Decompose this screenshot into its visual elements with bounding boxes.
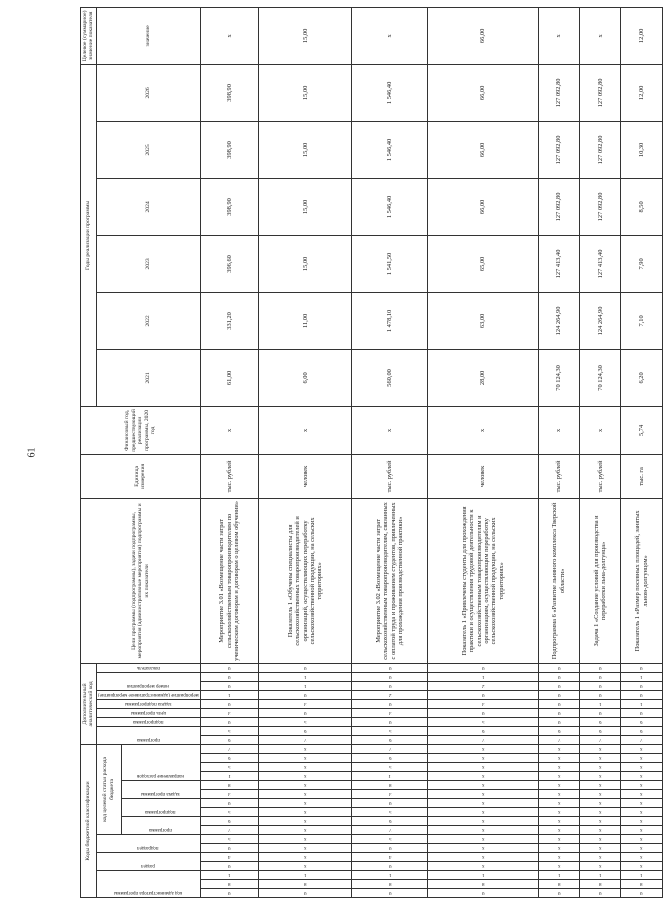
code-cell: 6 bbox=[538, 726, 579, 735]
code-cell: 1 bbox=[428, 871, 538, 880]
code-cell: х bbox=[259, 772, 352, 781]
year-value-cell: 398,90 bbox=[200, 178, 259, 235]
code-cell: х bbox=[259, 763, 352, 772]
year-value-cell: 560,00 bbox=[352, 349, 428, 406]
year-value-cell: 8,50 bbox=[621, 178, 663, 235]
code-cell: х bbox=[259, 744, 352, 753]
year-2025-header: 2025 bbox=[96, 121, 200, 178]
code-cell: 0 bbox=[579, 672, 620, 681]
code-cell: х bbox=[621, 744, 663, 753]
year-value-cell: 12,00 bbox=[621, 64, 663, 121]
code-cell: х bbox=[579, 835, 620, 844]
code-cell: 0 bbox=[200, 862, 259, 871]
code-cell: х bbox=[538, 744, 579, 753]
code-cell: 2 bbox=[352, 690, 428, 699]
year-value-cell: 127 413,40 bbox=[579, 235, 620, 292]
code-cell: 0 bbox=[352, 889, 428, 898]
year-value-cell: 396,60 bbox=[200, 235, 259, 292]
code-cell: 0 bbox=[579, 663, 620, 672]
code-cell: 5 bbox=[200, 808, 259, 817]
code-cell: х bbox=[428, 781, 538, 790]
table-row bbox=[259, 7, 352, 897]
code-cell: х bbox=[259, 853, 352, 862]
code-cell: 4 bbox=[352, 853, 428, 862]
code-cell: 6 bbox=[621, 717, 663, 726]
year-value-cell: 127 092,80 bbox=[579, 64, 620, 121]
code-cell: х bbox=[621, 754, 663, 763]
unit-cell: тыс. рублей bbox=[200, 454, 259, 498]
code-cell: 7 bbox=[200, 826, 259, 835]
code-cell: 6 bbox=[200, 817, 259, 826]
code-cell: х bbox=[259, 799, 352, 808]
code-cell: 0 bbox=[538, 717, 579, 726]
code-cell: 7 bbox=[621, 735, 663, 744]
target-code-header: код целевой статьи расхода бюджета bbox=[96, 744, 121, 834]
year-value-cell: 66,00 bbox=[428, 64, 538, 121]
year-value-cell: 15,00 bbox=[259, 64, 352, 121]
code-cell: 1 bbox=[200, 690, 259, 699]
table-body bbox=[200, 7, 662, 897]
code-cell: 0 bbox=[428, 889, 538, 898]
code-cell: х bbox=[579, 744, 620, 753]
code-cell: х bbox=[428, 862, 538, 871]
code-cell: 0 bbox=[428, 708, 538, 717]
code-cell: х bbox=[259, 754, 352, 763]
fin-year-cell: х bbox=[352, 406, 428, 454]
year-value-cell: 1 546,40 bbox=[352, 64, 428, 121]
a-indicator-header: показатель bbox=[96, 663, 200, 672]
code-cell: х bbox=[428, 799, 538, 808]
code-cell: 3 bbox=[352, 708, 428, 717]
code-cell: х bbox=[428, 817, 538, 826]
code-cell: 0 bbox=[538, 663, 579, 672]
unit-cell: тыс. рублей bbox=[352, 454, 428, 498]
year-value-cell: 15,00 bbox=[259, 121, 352, 178]
code-cell: 5 bbox=[352, 835, 428, 844]
code-cell: 0 bbox=[259, 690, 352, 699]
code-cell: 0 bbox=[200, 699, 259, 708]
fin-year-cell: х bbox=[428, 406, 538, 454]
year-value-cell: 398,90 bbox=[200, 121, 259, 178]
unit-cell: человек bbox=[428, 454, 538, 498]
code-cell: 6 bbox=[259, 726, 352, 735]
code-cell: 0 bbox=[538, 699, 579, 708]
code-cell: 5 bbox=[200, 835, 259, 844]
code-cell: х bbox=[538, 781, 579, 790]
code-cell: 6 bbox=[428, 726, 538, 735]
row-name: Мероприятие 3.01 «Возмещение части затрат сельскохозяйственным товаропроизводителям по ученическим договорам и договорам о целевом обучении» bbox=[200, 498, 259, 663]
unit-cell: человек bbox=[259, 454, 352, 498]
code-cell: 1 bbox=[621, 672, 663, 681]
code-cell: х bbox=[538, 844, 579, 853]
year-value-cell: 127 092,80 bbox=[538, 178, 579, 235]
year-value-cell: 11,00 bbox=[259, 292, 352, 349]
code-cell: х bbox=[579, 853, 620, 862]
code-cell: 0 bbox=[579, 889, 620, 898]
code-cell: 0 bbox=[579, 708, 620, 717]
code-cell: 0 bbox=[621, 708, 663, 717]
subsection-header: подраздел bbox=[96, 835, 200, 853]
code-cell: х bbox=[579, 790, 620, 799]
year-value-cell: 1 478,10 bbox=[352, 292, 428, 349]
code-cell: 8 bbox=[621, 880, 663, 889]
code-cell: 3 bbox=[259, 699, 352, 708]
table-header bbox=[81, 7, 201, 897]
code-cell: 7 bbox=[579, 735, 620, 744]
code-cell: х bbox=[538, 862, 579, 871]
code-cell: 7 bbox=[538, 735, 579, 744]
code-cell: 6 bbox=[579, 717, 620, 726]
code-cell: 3 bbox=[428, 699, 538, 708]
year-value-cell: 7,90 bbox=[621, 235, 663, 292]
year-value-cell: 6,20 bbox=[621, 349, 663, 406]
table-row bbox=[579, 7, 620, 897]
code-cell: х bbox=[428, 853, 538, 862]
code-cell: 6 bbox=[621, 726, 663, 735]
year-2022-header: 2022 bbox=[96, 292, 200, 349]
a-subprogram-header: подпрограмма bbox=[96, 717, 200, 726]
name-header: Цели программы (подпрограммы), задачи подпрограммы, мероприятия (административные мероприятия) подпрограммы и их показатели bbox=[81, 498, 201, 663]
code-cell: х bbox=[538, 826, 579, 835]
subprogram-header: подпрограмма bbox=[121, 799, 200, 817]
code-cell: 3 bbox=[352, 790, 428, 799]
code-cell: 1 bbox=[259, 681, 352, 690]
code-cell: 0 bbox=[621, 681, 663, 690]
year-value-cell: 61,00 bbox=[200, 349, 259, 406]
code-cell: х bbox=[428, 772, 538, 781]
fin-year-header: Финансовый год, предшествующий реализации программы, 2020 год bbox=[81, 406, 201, 454]
code-cell: 0 bbox=[621, 690, 663, 699]
code-cell: 0 bbox=[621, 889, 663, 898]
code-cell: х bbox=[579, 799, 620, 808]
admin-code-header: код администратора программы bbox=[96, 871, 200, 898]
code-cell: 8 bbox=[200, 880, 259, 889]
fin-year-cell: 5,74 bbox=[621, 406, 663, 454]
program-task-header: задача программы bbox=[121, 781, 200, 799]
code-cell: х bbox=[621, 862, 663, 871]
table-row bbox=[621, 7, 663, 897]
table-row bbox=[200, 7, 259, 897]
final-value-cell: 12,00 bbox=[621, 7, 663, 64]
code-cell: 0 bbox=[621, 663, 663, 672]
code-cell: х bbox=[259, 817, 352, 826]
code-cell: х bbox=[259, 844, 352, 853]
year-2023-header: 2023 bbox=[96, 235, 200, 292]
code-cell: х bbox=[579, 817, 620, 826]
year-value-cell: 127 413,40 bbox=[538, 235, 579, 292]
code-cell: 1 bbox=[352, 871, 428, 880]
final-value-cell: х bbox=[200, 7, 259, 64]
year-2026-header: 2026 bbox=[96, 64, 200, 121]
code-cell: 0 bbox=[352, 672, 428, 681]
year-value-cell: 70 124,30 bbox=[538, 349, 579, 406]
code-cell: 0 bbox=[352, 844, 428, 853]
program-table bbox=[80, 7, 663, 898]
code-cell: х bbox=[621, 808, 663, 817]
code-cell: 0 bbox=[200, 889, 259, 898]
code-cell: х bbox=[428, 790, 538, 799]
year-value-cell: 127 092,80 bbox=[538, 121, 579, 178]
code-cell: х bbox=[428, 744, 538, 753]
final-value-cell: 66,00 bbox=[428, 7, 538, 64]
code-cell: 0 bbox=[538, 690, 579, 699]
year-2024-header: 2024 bbox=[96, 178, 200, 235]
code-cell: 1 bbox=[579, 871, 620, 880]
code-cell: х bbox=[621, 763, 663, 772]
a-goal-header: цель программы bbox=[96, 708, 200, 717]
code-cell: х bbox=[259, 790, 352, 799]
code-cell: х bbox=[579, 808, 620, 817]
code-cell: х bbox=[621, 844, 663, 853]
final-value-cell: х bbox=[538, 7, 579, 64]
code-cell: х bbox=[538, 799, 579, 808]
year-value-cell: 10,30 bbox=[621, 121, 663, 178]
code-cell: 8 bbox=[538, 880, 579, 889]
code-cell: х bbox=[259, 826, 352, 835]
code-cell: 5 bbox=[200, 726, 259, 735]
code-cell: 0 bbox=[200, 799, 259, 808]
code-cell: х bbox=[621, 835, 663, 844]
code-cell: 0 bbox=[259, 663, 352, 672]
code-cell: х bbox=[621, 826, 663, 835]
code-cell: х bbox=[621, 799, 663, 808]
code-cell: 3 bbox=[200, 790, 259, 799]
code-cell: х bbox=[538, 853, 579, 862]
year-value-cell: 1 541,50 bbox=[352, 235, 428, 292]
year-value-cell: 66,00 bbox=[428, 178, 538, 235]
code-cell: 4 bbox=[200, 853, 259, 862]
analytic-code-header: Дополнительный аналитический код bbox=[81, 663, 97, 744]
unit-cell: тыс. га bbox=[621, 454, 663, 498]
year-value-cell: 65,00 bbox=[428, 235, 538, 292]
fin-year-cell: х bbox=[538, 406, 579, 454]
code-cell: 1 bbox=[200, 871, 259, 880]
year-value-cell: 15,00 bbox=[259, 235, 352, 292]
year-value-cell: 124 264,90 bbox=[579, 292, 620, 349]
code-cell: х bbox=[428, 763, 538, 772]
fin-year-cell: х bbox=[579, 406, 620, 454]
program-table-sheet bbox=[80, 10, 649, 898]
code-cell: 0 bbox=[538, 672, 579, 681]
code-cell: 7 bbox=[352, 744, 428, 753]
year-value-cell: 7,10 bbox=[621, 292, 663, 349]
year-value-cell: 70 124,30 bbox=[579, 349, 620, 406]
budget-codes-header: Коды бюджетной классификации bbox=[81, 744, 97, 897]
code-cell: х bbox=[259, 862, 352, 871]
code-cell: 3 bbox=[200, 708, 259, 717]
year-value-cell: 1 546,40 bbox=[352, 178, 428, 235]
fin-year-cell: х bbox=[200, 406, 259, 454]
year-value-cell: 63,00 bbox=[428, 292, 538, 349]
code-cell: 0 bbox=[200, 681, 259, 690]
table-row bbox=[538, 7, 579, 897]
a-activity-header: мероприятие (административное мероприятие) bbox=[96, 690, 200, 699]
year-value-cell: 127 092,80 bbox=[538, 64, 579, 121]
year-value-cell: 331,20 bbox=[200, 292, 259, 349]
code-cell: х bbox=[579, 844, 620, 853]
fin-year-cell: х bbox=[259, 406, 352, 454]
code-cell: 0 bbox=[352, 799, 428, 808]
code-cell: Т bbox=[200, 772, 259, 781]
code-cell: 7 bbox=[352, 826, 428, 835]
program-header: программа bbox=[121, 817, 200, 835]
unit-cell: тыс. рублей bbox=[538, 454, 579, 498]
code-cell: 7 bbox=[428, 735, 538, 744]
code-cell: 6 bbox=[579, 726, 620, 735]
code-cell: 5 bbox=[352, 763, 428, 772]
code-cell: 1 bbox=[579, 699, 620, 708]
code-cell: 6 bbox=[200, 735, 259, 744]
code-cell: х bbox=[579, 862, 620, 871]
code-cell: 0 bbox=[200, 663, 259, 672]
code-cell: 6 bbox=[352, 754, 428, 763]
code-cell: 8 bbox=[428, 880, 538, 889]
final-header: Целевое (суммарное) значение показателя bbox=[81, 7, 97, 64]
code-cell: х bbox=[579, 754, 620, 763]
code-cell: 2 bbox=[428, 681, 538, 690]
code-cell: 1 bbox=[428, 672, 538, 681]
code-cell: х bbox=[579, 772, 620, 781]
row-name: Показатель 1 «Обучены специалисты для сельскохозяйственных товаропроизводителей и организаций, осуществляющих переработку сельскохозяйственной продукции, на сельских территориях» bbox=[259, 498, 352, 663]
a-activity-no-header: номер мероприятия bbox=[96, 672, 200, 690]
code-cell: х bbox=[428, 754, 538, 763]
code-cell: х bbox=[428, 844, 538, 853]
code-cell: 0 bbox=[352, 717, 428, 726]
code-cell: 0 bbox=[428, 663, 538, 672]
code-cell: 0 bbox=[428, 690, 538, 699]
code-cell: х bbox=[538, 835, 579, 844]
code-cell: 7 bbox=[259, 735, 352, 744]
code-cell: 0 bbox=[538, 681, 579, 690]
year-value-cell: 15,00 bbox=[259, 178, 352, 235]
code-cell: 0 bbox=[579, 690, 620, 699]
code-cell: 6 bbox=[352, 817, 428, 826]
code-cell: х bbox=[579, 826, 620, 835]
code-cell: 0 bbox=[352, 699, 428, 708]
code-cell: 5 bbox=[428, 717, 538, 726]
final-sub-header: значение bbox=[96, 7, 200, 64]
code-cell: 5 bbox=[200, 763, 259, 772]
code-cell: х bbox=[621, 817, 663, 826]
a-program-header: программа bbox=[96, 726, 200, 744]
code-cell: 0 bbox=[352, 663, 428, 672]
code-cell: 6 bbox=[200, 754, 259, 763]
year-value-cell: 28,00 bbox=[428, 349, 538, 406]
code-cell: 1 bbox=[538, 871, 579, 880]
code-cell: 0 bbox=[538, 708, 579, 717]
code-cell: 0 bbox=[200, 672, 259, 681]
code-cell: 0 bbox=[200, 844, 259, 853]
code-cell: Т bbox=[352, 772, 428, 781]
row-name: Задача 1 «Создание условий для производства и переработки льна-долгунца» bbox=[579, 498, 620, 663]
code-cell: х bbox=[621, 853, 663, 862]
code-cell: х bbox=[621, 772, 663, 781]
year-value-cell: 6,00 bbox=[259, 349, 352, 406]
row-name: Показатель 1 «Привлечены студенты для прохождения практики и осуществления трудовой деятельности к сельскохозяйственным товаропроизводителям и организациям, осуществляющим переработку сельскохозяйственной продукции, на сельских территориях» bbox=[428, 498, 538, 663]
final-value-cell: х bbox=[352, 7, 428, 64]
final-value-cell: х bbox=[579, 7, 620, 64]
row-name: Показатель 1 «Размер посевных площадей, занятых льном-долгунцом» bbox=[621, 498, 663, 663]
year-value-cell: 1 546,40 bbox=[352, 121, 428, 178]
unit-header: Единица измерения bbox=[81, 454, 201, 498]
code-cell: 8 bbox=[579, 880, 620, 889]
code-cell: 8 bbox=[259, 880, 352, 889]
page-number: 61 bbox=[26, 447, 38, 458]
row-name: Подпрограмма 6 «Развитие льняного комплекса Тверской области» bbox=[538, 498, 579, 663]
code-cell: 0 bbox=[538, 889, 579, 898]
code-cell: 6 bbox=[352, 735, 428, 744]
year-value-cell: 124 264,90 bbox=[538, 292, 579, 349]
code-cell: х bbox=[538, 763, 579, 772]
code-cell: 0 bbox=[200, 717, 259, 726]
final-value-cell: 15,00 bbox=[259, 7, 352, 64]
year-value-cell: 398,90 bbox=[200, 64, 259, 121]
code-cell: х bbox=[579, 781, 620, 790]
code-cell: 5 bbox=[259, 717, 352, 726]
code-cell: х bbox=[538, 808, 579, 817]
code-cell: 0 bbox=[579, 681, 620, 690]
code-cell: х bbox=[259, 835, 352, 844]
code-cell: х bbox=[538, 772, 579, 781]
code-cell: х bbox=[579, 763, 620, 772]
code-cell: х bbox=[259, 781, 352, 790]
table-row bbox=[352, 7, 428, 897]
code-cell: 7 bbox=[200, 744, 259, 753]
code-cell: 0 bbox=[352, 862, 428, 871]
code-cell: 8 bbox=[352, 880, 428, 889]
row-name: Мероприятие 3.02 «Возмещение части затрат сельскохозяйственным товаропроизводителям, связанных с оплатой труда и проживанием студентов, привлеченных для прохождения производственной практики» bbox=[352, 498, 428, 663]
year-value-cell: 127 092,80 bbox=[579, 121, 620, 178]
code-cell: х bbox=[428, 835, 538, 844]
code-cell: х bbox=[621, 781, 663, 790]
code-cell: 0 bbox=[259, 889, 352, 898]
code-cell: 5 bbox=[352, 808, 428, 817]
expense-direction-header: направление расходов bbox=[121, 744, 200, 780]
code-cell: х bbox=[259, 808, 352, 817]
code-cell: х bbox=[538, 754, 579, 763]
code-cell: 1 bbox=[259, 871, 352, 880]
code-cell: х bbox=[428, 808, 538, 817]
code-cell: 0 bbox=[352, 681, 428, 690]
code-cell: 5 bbox=[352, 726, 428, 735]
years-header: Годы реализации программы bbox=[81, 64, 97, 406]
unit-cell: тыс. рублей bbox=[579, 454, 620, 498]
code-cell: 1 bbox=[621, 699, 663, 708]
code-cell: 1 bbox=[259, 672, 352, 681]
code-cell: 1 bbox=[621, 871, 663, 880]
code-cell: х bbox=[428, 826, 538, 835]
code-cell: 8 bbox=[200, 781, 259, 790]
year-2021-header: 2021 bbox=[96, 349, 200, 406]
code-cell: 8 bbox=[352, 781, 428, 790]
table-row bbox=[428, 7, 538, 897]
section-header: раздел bbox=[96, 853, 200, 871]
code-cell: х bbox=[538, 790, 579, 799]
a-task-header: задача подпрограммы bbox=[96, 699, 200, 708]
code-cell: х bbox=[621, 790, 663, 799]
year-value-cell: 66,00 bbox=[428, 121, 538, 178]
code-cell: 0 bbox=[259, 708, 352, 717]
year-value-cell: 127 092,80 bbox=[579, 178, 620, 235]
code-cell: х bbox=[538, 817, 579, 826]
